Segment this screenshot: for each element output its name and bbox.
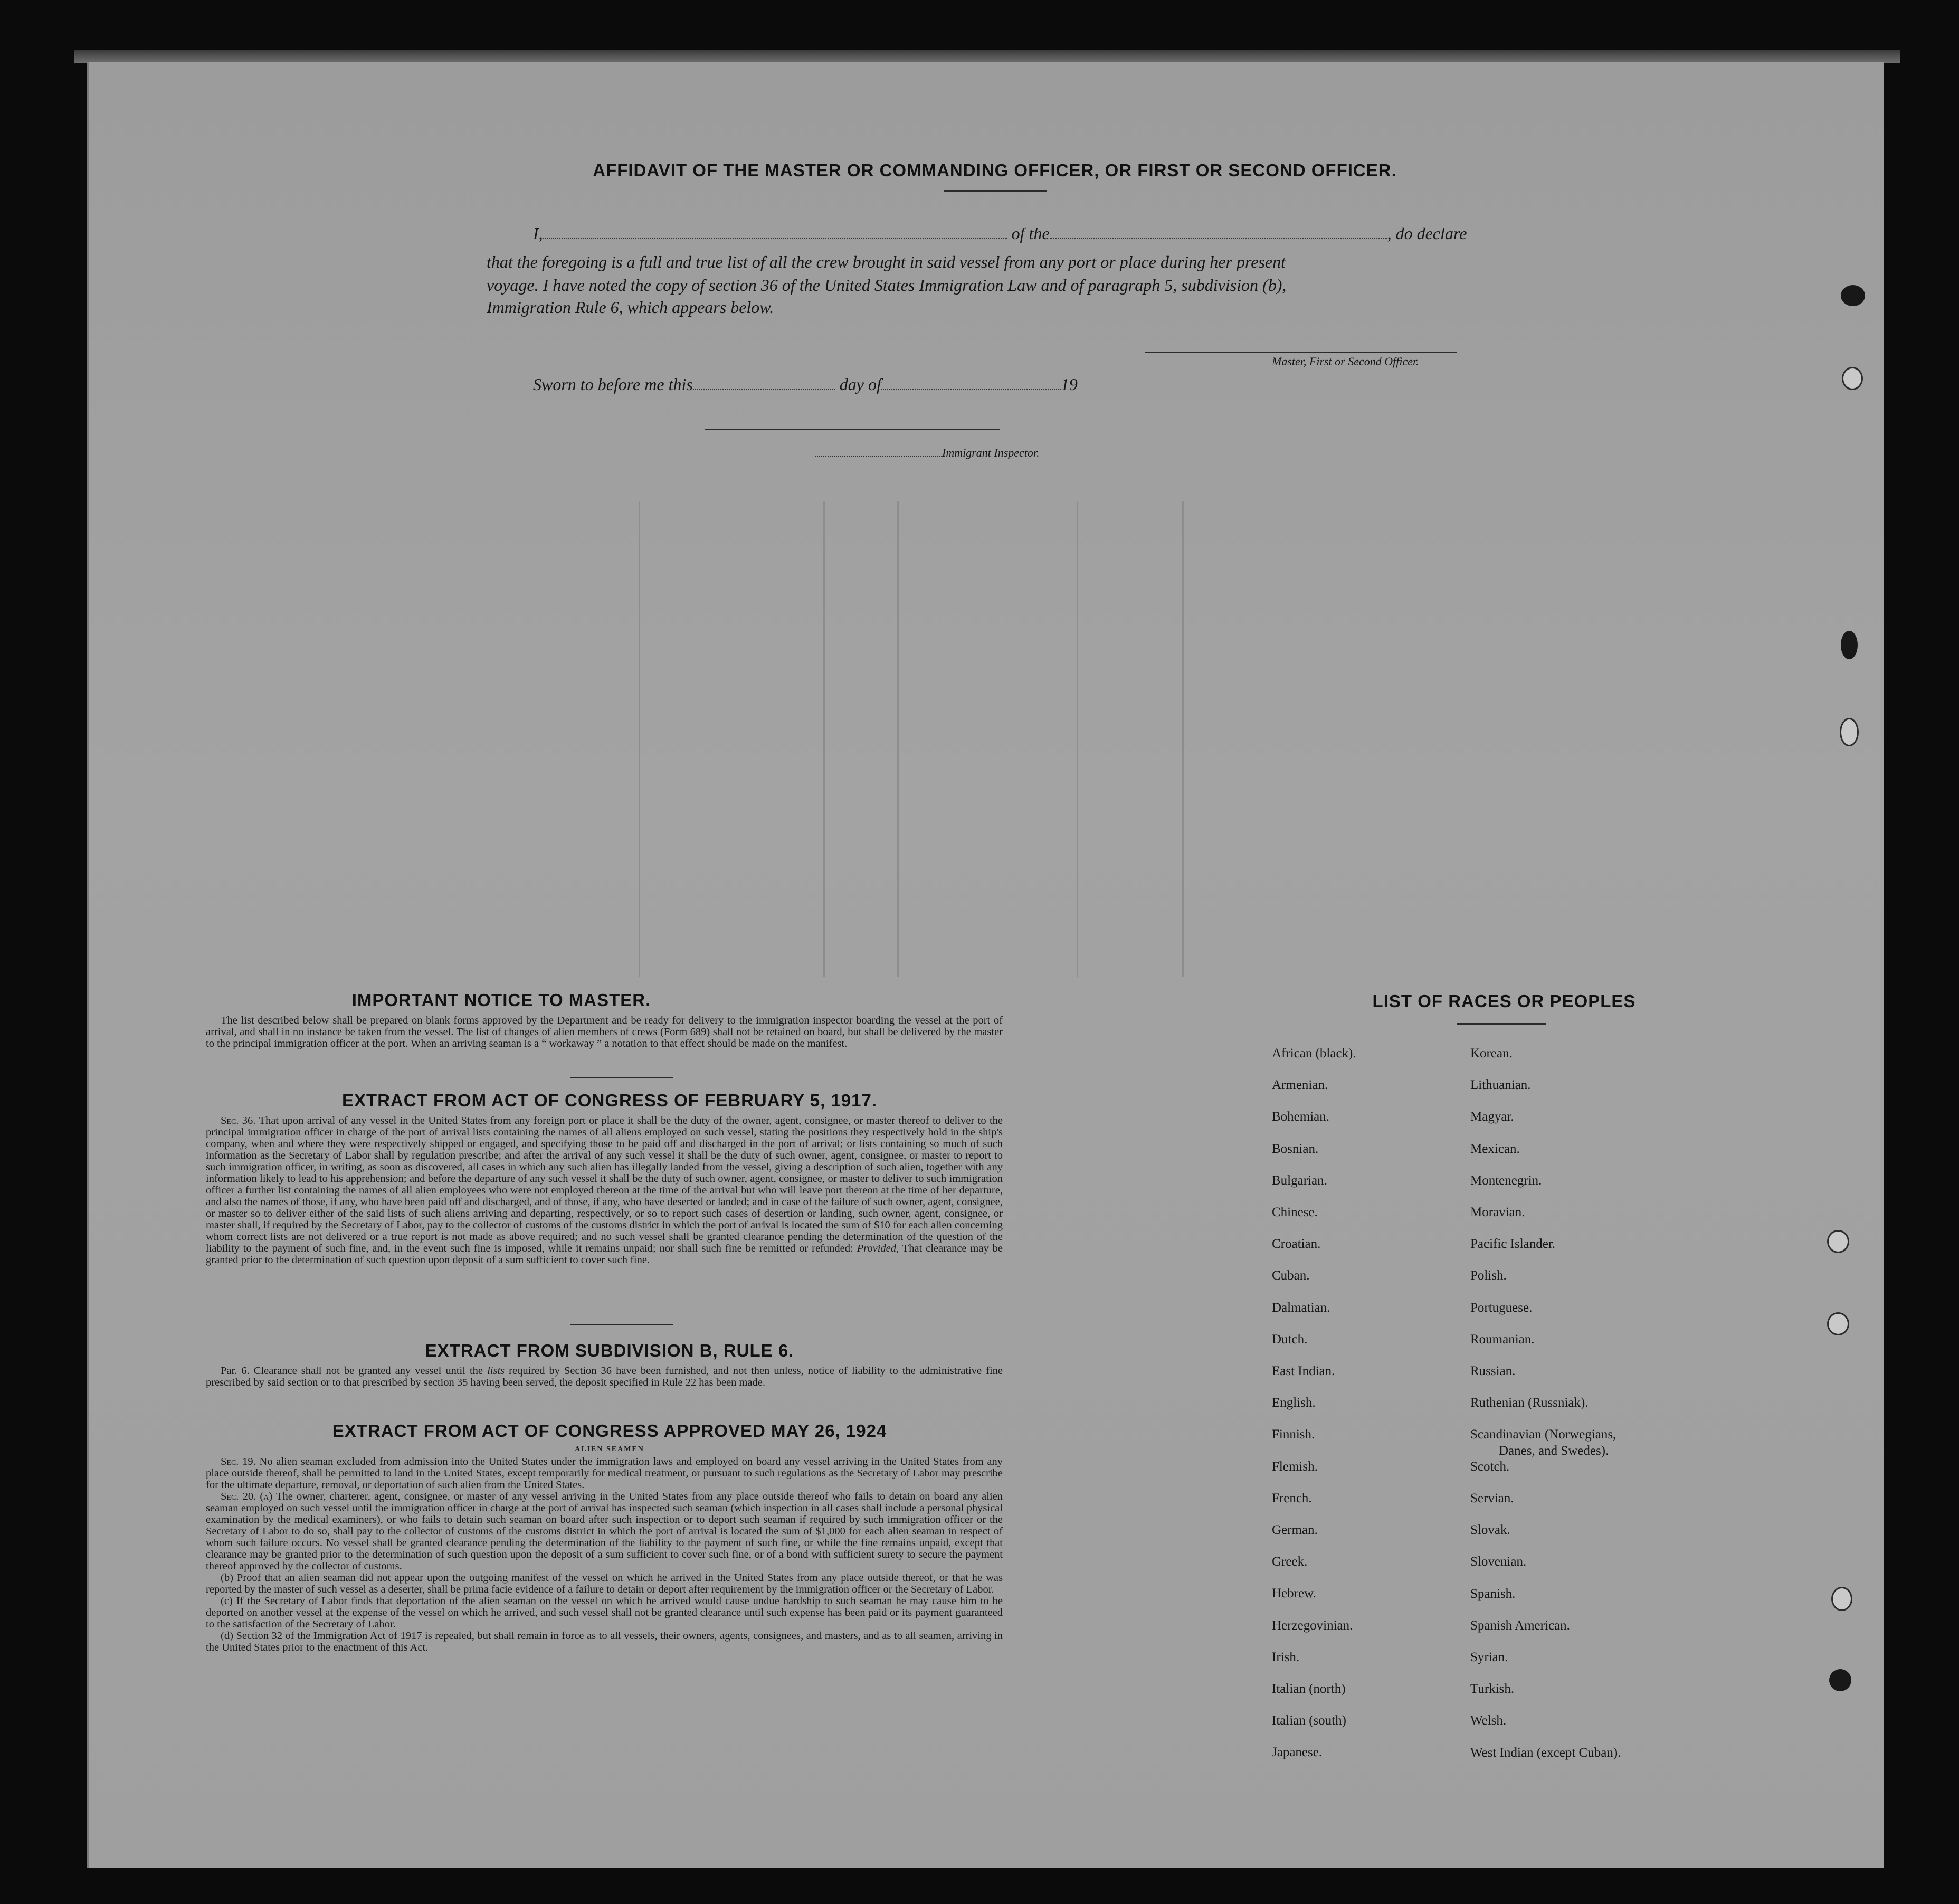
do-declare-label: , do declare <box>1387 224 1467 243</box>
section-20c-text: (c) If the Secretary of Labor finds that deportation of the alien seaman on the vessel on which he arrived would cause undue hardship to such seaman he may cause him to be deported on another vessel at the expense of the vessel on which he arrived, and such vessel shall not be granted clearance until such expense has been paid or its payment guaranteed to the satisfaction of the Secretary of Labor. <box>206 1595 1003 1630</box>
race-item: Russian. <box>1470 1364 1516 1378</box>
affidavit-body-line: Immigration Rule 6, which appears below. <box>487 298 774 317</box>
inspector-label-line <box>815 446 1040 460</box>
race-item: Dutch. <box>1272 1332 1308 1347</box>
rule6-text-italic: lists <box>487 1365 505 1377</box>
section-20a-text: The owner, charterer, agent, consignee, or master of any vessel arriving in the United States from any place outside thereof who fails to detain on board any alien seaman employed on such vessel until the immigration officer in charge at the port of arrival has inspected such seaman (which inspection in all cases shall include a personal physical examination by the medical examiners), or who fails to detain such seaman on board after such inspection or to deport such seaman if required by such immigration officer or the Secretary of Labor to do so, shall pay to the collector of customs of the customs district in which the port of arrival is located the sum of $1,000 for each alien seaman in respect of whom such failure occurs. No vessel shall be granted clearance pending the determination of the liability to the payment of such fine, or while the fine remains unpaid, except that clearance may be granted prior to the determination of such question upon the deposit of a sum sufficient to cover such fine, or of a bond with sufficient surety to secure the payment thereof approved by the collector of customs. <box>206 1491 1003 1572</box>
race-item: Italian (south) <box>1272 1713 1346 1728</box>
extract-1917-title: EXTRACT FROM ACT OF CONGRESS OF FEBRUARY 5, 1917. <box>341 1091 878 1110</box>
race-item: Welsh. <box>1470 1713 1507 1728</box>
race-item: Syrian. <box>1470 1650 1508 1664</box>
race-item: Dalmatian. <box>1272 1300 1330 1315</box>
race-item: Hebrew. <box>1272 1586 1316 1601</box>
race-item: Roumanian. <box>1470 1332 1535 1347</box>
binder-hole <box>1829 1669 1851 1691</box>
bleed-through-line <box>897 501 899 977</box>
i-label: I, <box>533 224 543 243</box>
affidavit-body-line: that the foregoing is a full and true list of all the crew brought in said vessel from any port or place during her present <box>487 252 1286 271</box>
race-item: West Indian (except Cuban). <box>1470 1745 1621 1760</box>
section-20d-text: (d) Section 32 of the Immigration Act of 1917 is repealed, but shall remain in force as to all vessels, their owners, agents, consignees, and masters, and as to all seamen, arriving in the United States prior to the enactment of this Act. <box>206 1630 1003 1653</box>
section-20b-text: (b) Proof that an alien seaman did not appear upon the outgoing manifest of the vessel on which he arrived in the United States from any place outside thereof, or that he was reported by the master of such vessel as a deserter, shall be prima facie evidence of a failure to detain or deport after requirement by the immigration officer or the Secretary of Labor. <box>206 1572 1003 1595</box>
race-item: Ruthenian (Russniak). <box>1470 1396 1589 1410</box>
race-item: Montenegrin. <box>1470 1173 1542 1188</box>
race-item: Cuban. <box>1272 1268 1310 1283</box>
race-item: Spanish American. <box>1470 1618 1570 1633</box>
affiant-name-blank <box>543 238 1007 239</box>
notice-paragraph: The list described below shall be prepared on blank forms approved by the Department and be ready for delivery to the immigration inspector boarding the vessel at the port of arrival, and shall in no instance be taken from the vessel. The list of changes of alien members of crews (Form 689) shall not be retained on board, but shall be delivered by the master to the principal immigration officer at the port. When an arriving seaman is a “ workaway ” a notation to that effect should be made on the manifest. <box>206 1015 1003 1049</box>
rule6-text-prefix: Par. 6. Clearance shall not be granted any vessel until the <box>221 1365 483 1377</box>
race-item: Turkish. <box>1470 1682 1515 1697</box>
race-item: Mexican. <box>1470 1141 1520 1156</box>
extract-1924-text <box>206 1456 1003 1653</box>
binder-hole <box>1841 631 1858 659</box>
sworn-label: Sworn to before me this <box>533 375 693 394</box>
section-19-text: No alien seaman excluded from admission into the United States under the immigration laws and employed on board any vessel arriving in the United States from any place outside thereof, shall be permitted to land in the United States, except temporarily for medical treatment, or pursuant to such regulations as the Secretary of Labor may prescribe for the ultimate departure, removal, or deportation of such alien from the United States. <box>206 1456 1003 1491</box>
sworn-month-blank <box>881 389 1061 390</box>
master-signature-line <box>1145 352 1457 353</box>
bleed-through-line <box>823 501 825 977</box>
race-item: Italian (north) <box>1272 1682 1346 1696</box>
race-item: Scandinavian (Norwegians, <box>1470 1427 1616 1442</box>
race-item: Polish. <box>1470 1268 1507 1283</box>
race-item: French. <box>1272 1491 1312 1505</box>
section-36-text: That upon arrival of any vessel in the United States from any foreign port or place it shall be the duty of the owner, agent, consignee, or master thereof to deliver to the principal immigration officer in charge of the port of arrival lists containing the names of all aliens employed on such vessel, stating the positions they respectively hold in the ship's company, when and where they were respectively shipped or engaged, and specifying those to be paid off and discharged in the port of arrival; or lists containing so much of such information as the Secretary of Labor shall by regulation prescribe; and after the arrival of any such vessel it shall be the duty of such owner, agent, consignee, or master to report to such immigration officer, in writing, as soon as discovered, all cases in which any such alien has illegally landed from the vessel, giving a description of such alien, together with any information likely to lead to his apprehension; and before the departure of any such vessel it shall be the duty of such owner, agent, consignee, or master to deliver to such immigration officer a further list containing the names of all alien employees who were not employed thereon at the time of the arrival but who will leave port thereon at the time of her departure, and also the names of those, if any, who have been paid off and discharged, and of those, if any, who have deserted or landed; and in case of the failure of such owner, agent, consignee, or master so to deliver either of the said lists of such aliens arriving and departing, respectively, or so to report such cases of desertion or landing, such owner, agent, consignee, or master shall, if required by the Secretary of Labor, pay to the collector of customs of the customs district in which the port of arrival is located the sum of $10 for each alien concerning whom correct lists are not delivered or a true report is not made as above required; and no such vessel shall be granted clearance pending the determination of the question of the liability to the payment of such fine, and, in the event such fine is imposed, while it remains unpaid; nor shall such fine be remitted or refunded: <box>206 1115 1003 1254</box>
extract-rule6-title: EXTRACT FROM SUBDIVISION B, RULE 6. <box>425 1341 794 1360</box>
race-item: Spanish. <box>1470 1586 1516 1601</box>
inspector-label: Immigrant Inspector. <box>942 446 1040 459</box>
inspector-blank <box>815 456 942 457</box>
race-item: German. <box>1272 1523 1318 1537</box>
race-item: Chinese. <box>1272 1205 1318 1219</box>
race-item: Greek. <box>1272 1555 1308 1569</box>
race-item: Slovenian. <box>1470 1555 1527 1569</box>
binder-hole <box>1840 718 1859 746</box>
race-item: Slovak. <box>1470 1523 1510 1538</box>
affidavit-body-line: voyage. I have noted the copy of section 36 of the United States Immigration Law and of paragraph 5, subdivision (b), <box>487 276 1287 295</box>
race-item: English. <box>1272 1396 1316 1410</box>
binder-hole <box>1842 367 1863 390</box>
race-item: Japanese. <box>1272 1745 1323 1760</box>
rule6-text-suffix: required by Section 36 have been furnished, and not then unless, notice of liability to the administrative fine prescribed by said section or to that prescribed by section 35 having been served, the deposit specified in Rule 22 has been made. <box>206 1365 1003 1388</box>
extract-1924-title: EXTRACT FROM ACT OF CONGRESS APPROVED MAY 26, 1924 <box>332 1421 887 1441</box>
affidavit-title: AFFIDAVIT OF THE MASTER OR COMMANDING OFFICER, OR FIRST OR SECOND OFFICER. <box>593 160 1397 180</box>
divider <box>1457 1023 1546 1025</box>
sworn-line <box>533 375 1078 394</box>
race-item: Scotch. <box>1470 1459 1510 1474</box>
binder-hole <box>1827 1312 1849 1335</box>
race-item: Armenian. <box>1272 1078 1328 1093</box>
bleed-through-line <box>1077 501 1078 977</box>
race-item: Irish. <box>1272 1650 1300 1664</box>
bleed-through-line <box>1182 501 1184 977</box>
race-item: Croatian. <box>1272 1237 1321 1252</box>
race-item: Magyar. <box>1470 1110 1514 1124</box>
inspector-signature-line <box>705 429 1000 430</box>
races-title: LIST OF RACES OR PEOPLES <box>1372 991 1636 1011</box>
race-item: East Indian. <box>1272 1364 1335 1378</box>
race-item: Korean. <box>1470 1046 1513 1060</box>
race-item: Herzegovinian. <box>1272 1618 1353 1633</box>
extract-1917-text <box>206 1115 1003 1266</box>
race-item: Finnish. <box>1272 1427 1315 1442</box>
divider <box>944 190 1047 192</box>
proviso-label: Provided, <box>857 1243 899 1254</box>
race-item: Bulgarian. <box>1272 1173 1327 1188</box>
extract-1924-subtitle: ALIEN SEAMEN <box>575 1445 644 1453</box>
proviso-text: That clearance may be granted prior to the determination of such question upon deposit of a sum sufficient to cover such fine. <box>206 1243 1003 1266</box>
section-label: Sec. 36. <box>221 1115 256 1126</box>
extract-rule6-text <box>206 1365 1003 1388</box>
race-item: African (black). <box>1272 1046 1356 1060</box>
master-signature-label: Master, First or Second Officer. <box>1272 355 1419 368</box>
page-top-edge <box>74 50 1900 63</box>
section-label: Sec. 20. (a) <box>221 1491 273 1502</box>
year-prefix: 19 <box>1060 375 1078 394</box>
notice-text <box>206 1015 1003 1049</box>
divider <box>570 1324 673 1325</box>
race-item: Bosnian. <box>1272 1141 1319 1156</box>
notice-title: IMPORTANT NOTICE TO MASTER. <box>351 990 651 1010</box>
race-item: Servian. <box>1470 1491 1514 1505</box>
of-the-label: of the <box>1011 224 1050 243</box>
race-item: Pacific Islander. <box>1470 1237 1556 1252</box>
vessel-name-blank <box>1050 238 1387 239</box>
bleed-through-line <box>639 501 640 977</box>
affidavit-declaration-line <box>533 224 1467 243</box>
race-item: Moravian. <box>1470 1205 1525 1219</box>
sworn-day-blank <box>693 389 835 390</box>
race-item: Flemish. <box>1272 1459 1318 1474</box>
binder-hole <box>1827 1230 1849 1253</box>
section-label: Sec. 19. <box>221 1456 256 1467</box>
race-item: Portuguese. <box>1470 1300 1533 1315</box>
race-item: Lithuanian. <box>1470 1078 1531 1093</box>
binder-hole <box>1841 285 1865 306</box>
divider <box>570 1077 673 1078</box>
day-of-label: day of <box>839 375 881 394</box>
race-item: Danes, and Swedes). <box>1499 1443 1609 1458</box>
binder-hole <box>1831 1587 1852 1611</box>
race-item: Bohemian. <box>1272 1110 1330 1124</box>
